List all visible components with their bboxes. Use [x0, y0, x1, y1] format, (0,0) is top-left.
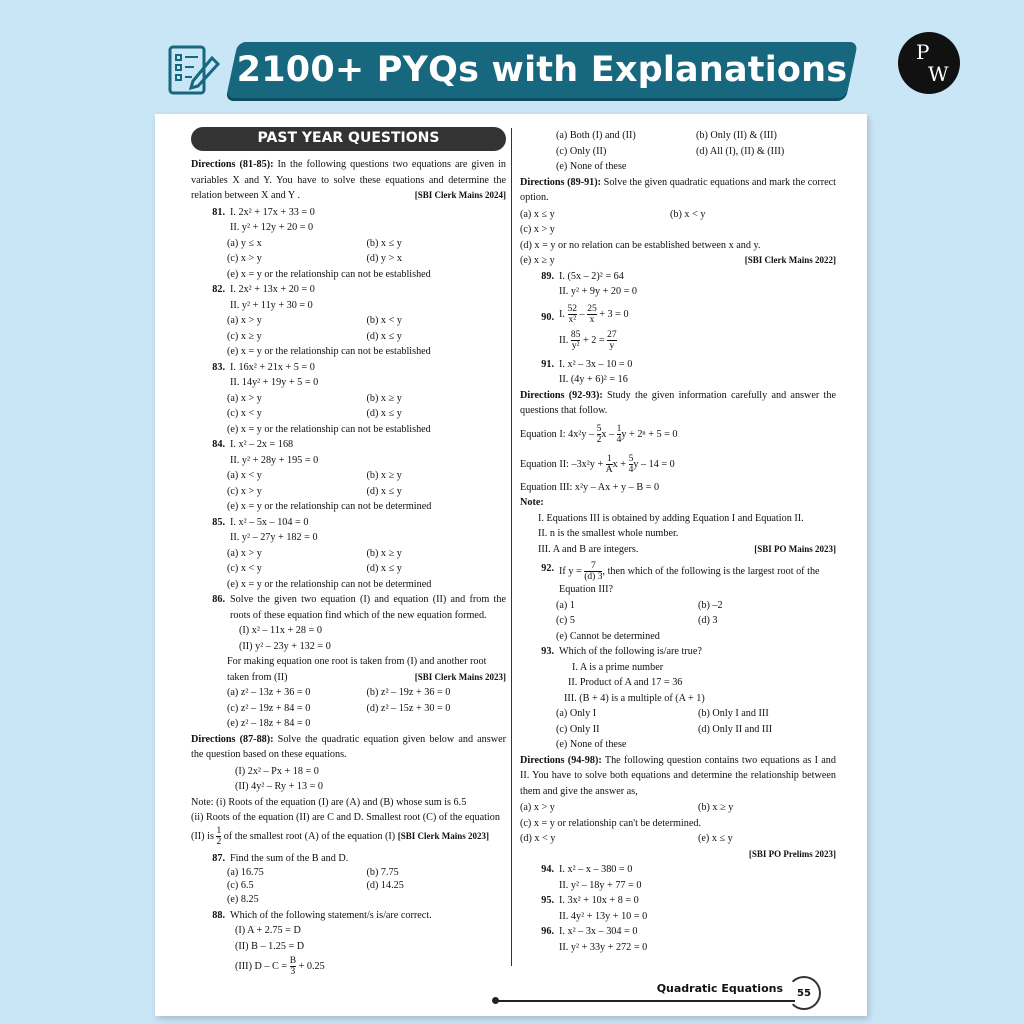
- q88-statement-3: (III) D – C = $\frac{B}{3}$ + 0.25: [235, 956, 325, 977]
- option-86-e: (e) z² – 18z + 84 = 0: [227, 718, 311, 729]
- options-81: (a) y ≤ x (b) x ≤ y (c) x > y (d) y > x: [227, 237, 402, 264]
- question-82: 82. I. 2x² + 13x + 20 = 0 II. y² + 11y + 30 = 0: [212, 284, 315, 311]
- q86-instruction: For making equation one root is taken from (I) and another root taken from (II) [SBI Clerk Mains 2023]: [191, 654, 506, 685]
- equation-3: Equation III: x²y – Ax + y – B = 0: [520, 481, 660, 493]
- source-tag: [SBI PO Mains 2023]: [754, 543, 836, 554]
- source-tag: [SBI Clerk Mains 2022]: [744, 255, 836, 265]
- q86-eq-2: (II) y² – 23y + 132 = 0: [239, 640, 331, 652]
- note-label: Note:: [520, 497, 544, 508]
- question-86: 86. Solve the given two equation (I) and equation (II) and from the roots of these equation find which of the new equation formed.: [212, 594, 506, 621]
- option-82-e: (e) x = y or the relationship can not be established: [227, 346, 431, 357]
- q88-statement-1: (I) A + 2.75 = D: [235, 925, 301, 936]
- option-89-d: (d) x = y or no relation can be established between x and y.: [520, 239, 761, 251]
- equation-2: Equation II: –3x²y + $\frac{1}{A}$ x + $\frac{5}{4}$ y – 14 = 0: [520, 453, 675, 475]
- question-90: 90. I. $\frac{52}{\text{x²}}$ – $\frac{25}{x}$ + 3 = 0 II. $\frac{85}{\text{y²}}$ + 2 = $\frac{27}{y}$: [541, 303, 629, 351]
- option-87-e: (e) 8.25: [227, 894, 259, 905]
- question-93: 93. Which of the following is/are true?: [541, 646, 702, 657]
- option-92-e: (e) Cannot be determined: [556, 630, 660, 642]
- question-91: 91. I. x² – 3x – 10 = 0 II. (4y + 6)² = 16: [541, 358, 633, 385]
- options-92: (a) 1 (b) –2 (c) 5 (d) 3: [556, 599, 723, 626]
- options-87: (a) 16.75 (b) 7.75 (c) 6.5 (d) 14.25: [227, 867, 404, 891]
- q93-statement-1: I. A is a prime number: [572, 661, 664, 673]
- options-94-98-ab: (a) x > y (b) x ≥ y: [520, 802, 734, 813]
- question-87: 87. Find the sum of the B and D.: [212, 852, 349, 864]
- options-89-91: (a) x ≤ y (b) x < y: [520, 208, 706, 220]
- banner-title: 2100+ PYQs with Explanations: [236, 50, 848, 90]
- question-92: 92. If y = $\frac{7}{(d) 3}$ , then which of the following is the largest root of the Equation III?: [541, 561, 820, 595]
- options-88: (a) Both (I) and (II) (b) Only (II) & (III) (c) Only (II) (d) All (I), (II) & (III): [556, 130, 785, 157]
- question-81: 81. I. 2x² + 17x + 33 = 0 II. y² + 12y + 20 = 0: [212, 206, 315, 233]
- note-line-3: (II) is $\frac{1}{2}$ of the smallest root (A) of the equation (I) [SBI Clerk Mains 2023]: [191, 825, 490, 847]
- question-94: 94. I. x² – x – 380 = 0 II. y² – 18y + 77 = 0: [541, 864, 642, 891]
- directions-92-93: Directions (92-93): Study the given information carefully and answer the questions that follow.: [520, 389, 836, 416]
- question-95: 95. I. 3x² + 10x + 8 = 0 II. 4y² + 13y + 10 = 0: [541, 895, 648, 922]
- q88-statement-2: (II) B – 1.25 = D: [235, 940, 305, 952]
- equation-1: Equation I: 4x²y – $\frac{5}{2}$ x – $\frac{1}{4}$ y + 2ⁿ + 5 = 0: [520, 423, 678, 445]
- option-84-e: (e) x = y or the relationship can not be determined: [227, 501, 432, 512]
- option-89-c: (c) x > y: [520, 224, 555, 235]
- question-88: 88. Which of the following statement/s is/are correct.: [212, 909, 432, 921]
- q93-statement-2: II. Product of A and 17 = 36: [568, 677, 683, 688]
- option-89-e: (e) x ≥ y [SBI Clerk Mains 2022]: [520, 253, 836, 269]
- option-85-e: (e) x = y or the relationship can not be determined: [227, 578, 432, 590]
- directions-94-98: Directions (94-98): The following question contains two equations as I and II. You have to solve both equations and determine the relationship between them and give the answer as,: [520, 754, 836, 797]
- question-96: 96. I. x² – 3x – 304 = 0 II. y² + 33y + 272 = 0: [541, 926, 648, 953]
- logo-letter-p: P: [916, 40, 930, 64]
- q86-eq-1: (I) x² – 11x + 28 = 0: [239, 625, 322, 636]
- chapter-title: Quadratic Equations: [656, 982, 783, 995]
- question-84: 84. I. x² – 2x = 168 II. y² + 28y + 195 = 0: [212, 439, 319, 466]
- options-85: (a) x > y (b) x ≥ y (c) x < y (d) x ≤ y: [227, 547, 402, 574]
- logo-letter-w: W: [928, 62, 949, 86]
- option-88-e: (e) None of these: [556, 161, 627, 172]
- source-tag: [SBI PO Prelims 2023]: [748, 848, 836, 859]
- options-86: (a) z² – 13z + 36 = 0 (b) z² – 19z + 36 = 0 (c) z² – 19z + 84 = 0 (d) z² – 15z + 30 = 0: [227, 687, 451, 714]
- option-93-e: (e) None of these: [556, 739, 627, 750]
- section-heading: PAST YEAR QUESTIONS: [191, 127, 506, 151]
- book-page: [155, 114, 867, 1016]
- page-footer: [495, 982, 835, 1002]
- right-column: [520, 128, 836, 955]
- options-82: (a) x > y (b) x < y (c) x ≥ y (d) x ≤ y: [227, 315, 402, 342]
- option-81-e: (e) x = y or the relationship can not be established: [227, 268, 431, 280]
- page-number: 55: [787, 976, 821, 1010]
- options-94-98-de: (d) x < y (e) x ≤ y: [520, 833, 733, 844]
- source-tag: [SBI Clerk Mains 2024]: [414, 190, 506, 200]
- note-items: I. Equations III is obtained by adding Equation I and Equation II. II. n is the smallest whole number. III. A and B are integers. [SBI PO Mains 2023]: [520, 511, 836, 558]
- options-93: (a) Only I (b) Only I and III (c) Only II (d) Only II and III: [556, 708, 773, 735]
- note-line-1: Note: (i) Roots of the equation (I) are (A) and (B) whose sum is 6.5: [191, 796, 467, 808]
- note-line-2: (ii) Roots of the equation (II) are C and D. Smallest root (C) of the equation: [191, 812, 500, 823]
- q93-statement-3: III. (B + 4) is a multiple of (A + 1): [564, 692, 705, 704]
- dir87-eq-1: (I) 2x² – Px + 18 = 0: [235, 765, 319, 777]
- footer-line: [495, 1000, 795, 1002]
- source-tag: [SBI Clerk Mains 2023]: [414, 671, 506, 682]
- pw-logo: [898, 32, 960, 94]
- question-85: 85. I. x² – 5x – 104 = 0 II. y² – 27y + 182 = 0: [212, 516, 318, 543]
- directions-87-88: Directions (87-88): Solve the quadratic equation given below and answer the question based on these equations.: [191, 733, 506, 760]
- question-89: 89. I. (5x – 2)² = 64 II. y² + 9y + 20 = 0: [541, 270, 638, 297]
- directions-89-91: Directions (89-91): Solve the given quadratic equations and mark the correct option.: [520, 176, 836, 203]
- left-column: [191, 114, 506, 977]
- question-83: 83. I. 16x² + 21x + 5 = 0 II. 14y² + 19y + 5 = 0: [212, 361, 319, 388]
- options-84: (a) x < y (b) x ≥ y (c) x > y (d) x ≤ y: [227, 470, 402, 497]
- column-divider: [511, 128, 512, 966]
- option-83-e: (e) x = y or the relationship can not be established: [227, 423, 431, 435]
- option-94-c: (c) x = y or relationship can't be determined.: [520, 817, 701, 829]
- options-83: (a) x > y (b) x ≥ y (c) x < y (d) x ≤ y: [227, 392, 402, 419]
- checklist-pencil-icon: [166, 44, 222, 100]
- dir87-eq-2: (II) 4y² – Ry + 13 = 0: [235, 781, 323, 792]
- directions-81-85: Directions (81-85): In the following questions two equations are given in variables X and Y. You have to solve these equations and determine the relation between X and Y . [SBI Clerk Mains 2024]: [191, 157, 506, 204]
